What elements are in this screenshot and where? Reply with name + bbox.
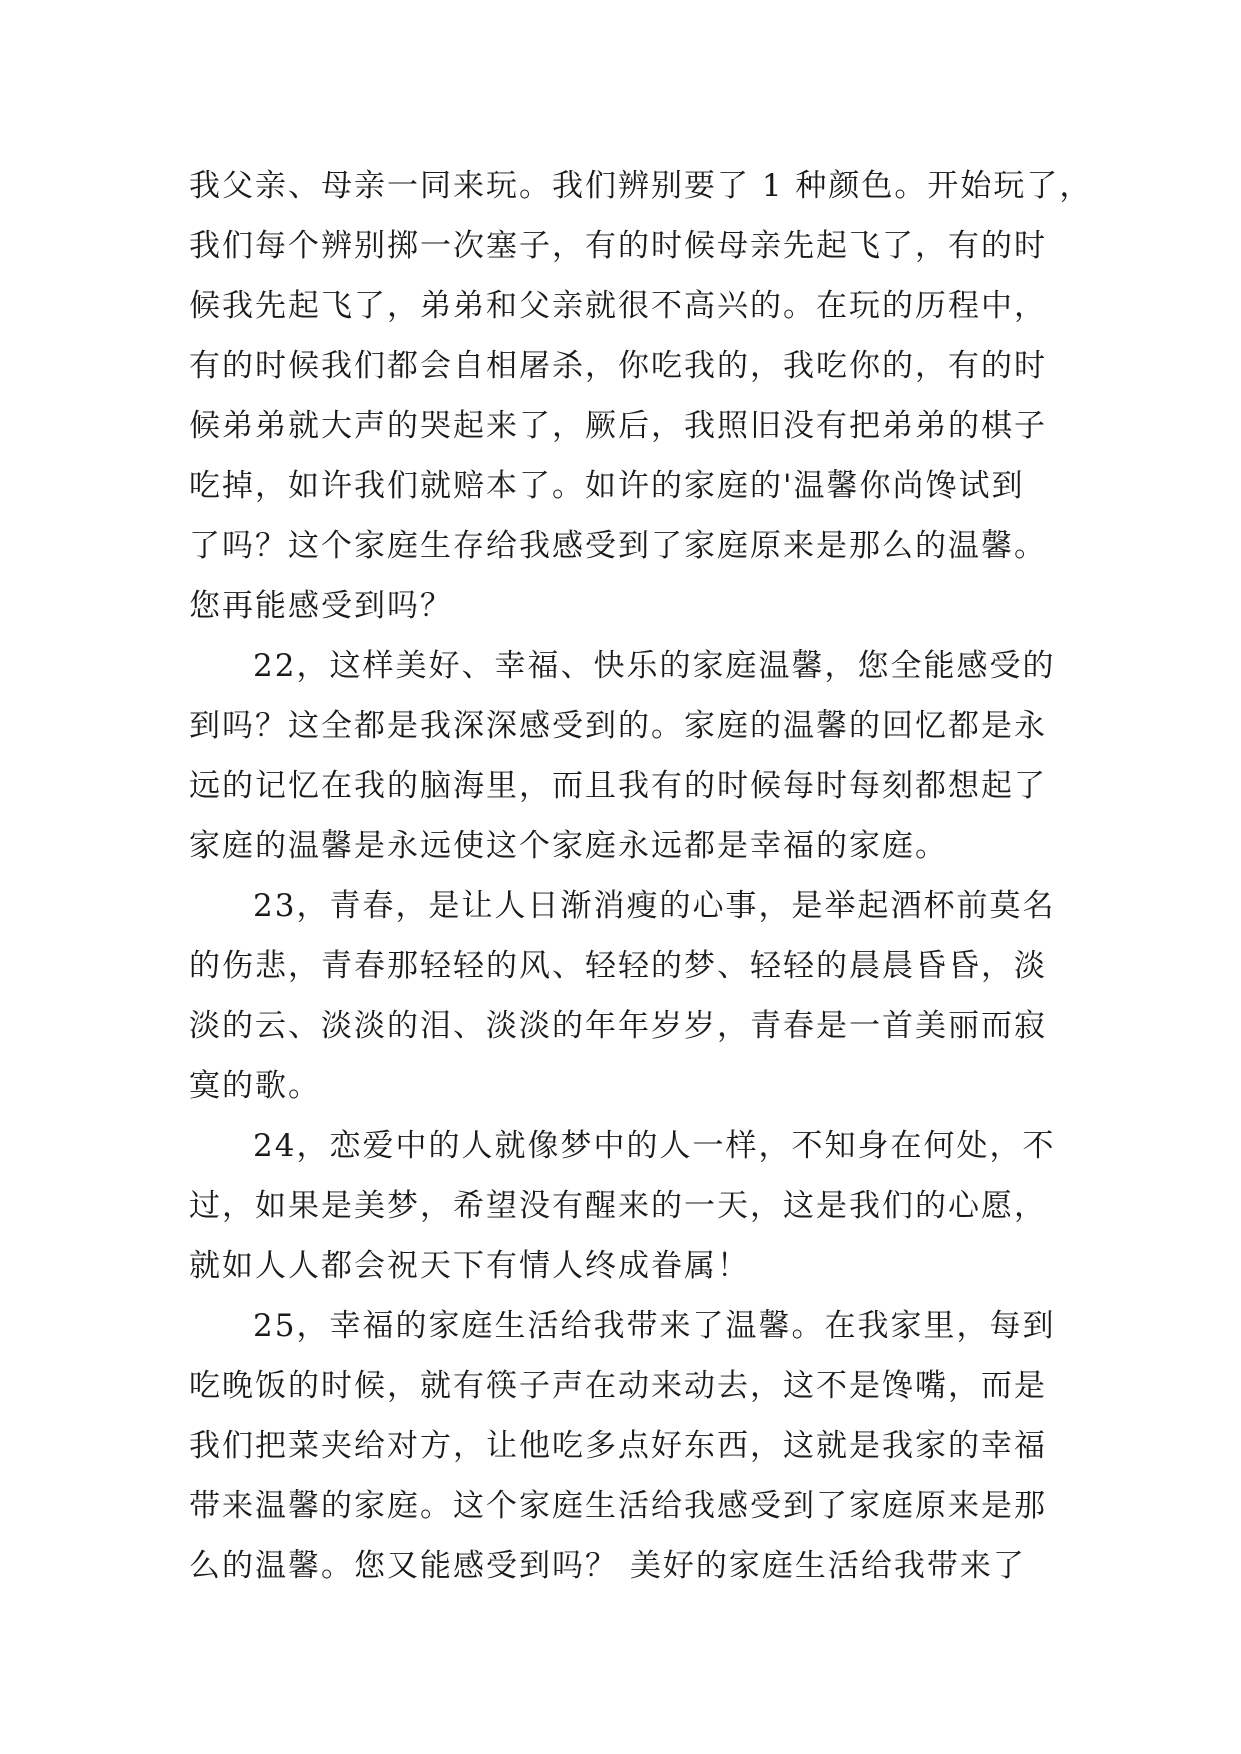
text-line: 家庭的温馨是永远使这个家庭永远都是幸福的家庭。	[189, 828, 948, 864]
text-line: 您再能感受到吗？	[189, 588, 453, 624]
text-line: 我父亲、母亲一同来玩。我们辨别要了 1 种颜色。开始玩了，	[189, 168, 1093, 204]
text-line: 吃掉，如许我们就赔本了。如许的家庭的'温馨你尚馋试到	[189, 468, 1025, 504]
text-line: 寞的歌。	[189, 1068, 321, 1104]
text-line: 候弟弟就大声的哭起来了，厥后，我照旧没有把弟弟的棋子	[189, 408, 1047, 444]
text-line: 到吗？这全都是我深深感受到的。家庭的温馨的回忆都是永	[189, 708, 1047, 744]
text-line: 的伤悲，青春那轻轻的风、轻轻的梦、轻轻的晨晨昏昏，淡	[189, 948, 1047, 984]
paragraph-start-line: 22，这样美好、幸福、快乐的家庭温馨，您全能感受的	[253, 648, 1056, 684]
text-line: 过，如果是美梦，希望没有醒来的一天，这是我们的心愿，	[189, 1188, 1047, 1224]
paragraph-start-line: 25，幸福的家庭生活给我带来了温馨。在我家里，每到	[253, 1308, 1056, 1344]
paragraph-start-line: 23，青春，是让人日渐消瘦的心事，是举起酒杯前莫名	[253, 888, 1056, 924]
text-line: 带来温馨的家庭。这个家庭生活给我感受到了家庭原来是那	[189, 1488, 1047, 1524]
text-line: 吃晚饭的时候，就有筷子声在动来动去，这不是馋嘴，而是	[189, 1368, 1047, 1404]
text-line: 有的时候我们都会自相屠杀，你吃我的，我吃你的，有的时	[189, 348, 1047, 384]
text-line: 我们每个辨别掷一次塞子，有的时候母亲先起飞了，有的时	[189, 228, 1047, 264]
paragraph-start-line: 24，恋爱中的人就像梦中的人一样，不知身在何处，不	[253, 1128, 1056, 1164]
text-line: 了吗？这个家庭生存给我感受到了家庭原来是那么的温馨。	[189, 528, 1047, 564]
text-line: 就如人人都会祝天下有情人终成眷属！	[189, 1248, 750, 1284]
text-line: 淡的云、淡淡的泪、淡淡的年年岁岁，青春是一首美丽而寂	[189, 1008, 1047, 1044]
body-text	[189, 156, 1093, 1596]
text-line: 么的温馨。您又能感受到吗？ 美好的家庭生活给我带来了	[189, 1548, 1026, 1584]
text-line: 候我先起飞了，弟弟和父亲就很不高兴的。在玩的历程中，	[189, 288, 1047, 324]
text-line: 远的记忆在我的脑海里，而且我有的时候每时每刻都想起了	[189, 768, 1047, 804]
text-line: 我们把菜夹给对方，让他吃多点好东西，这就是我家的幸福	[189, 1428, 1047, 1464]
